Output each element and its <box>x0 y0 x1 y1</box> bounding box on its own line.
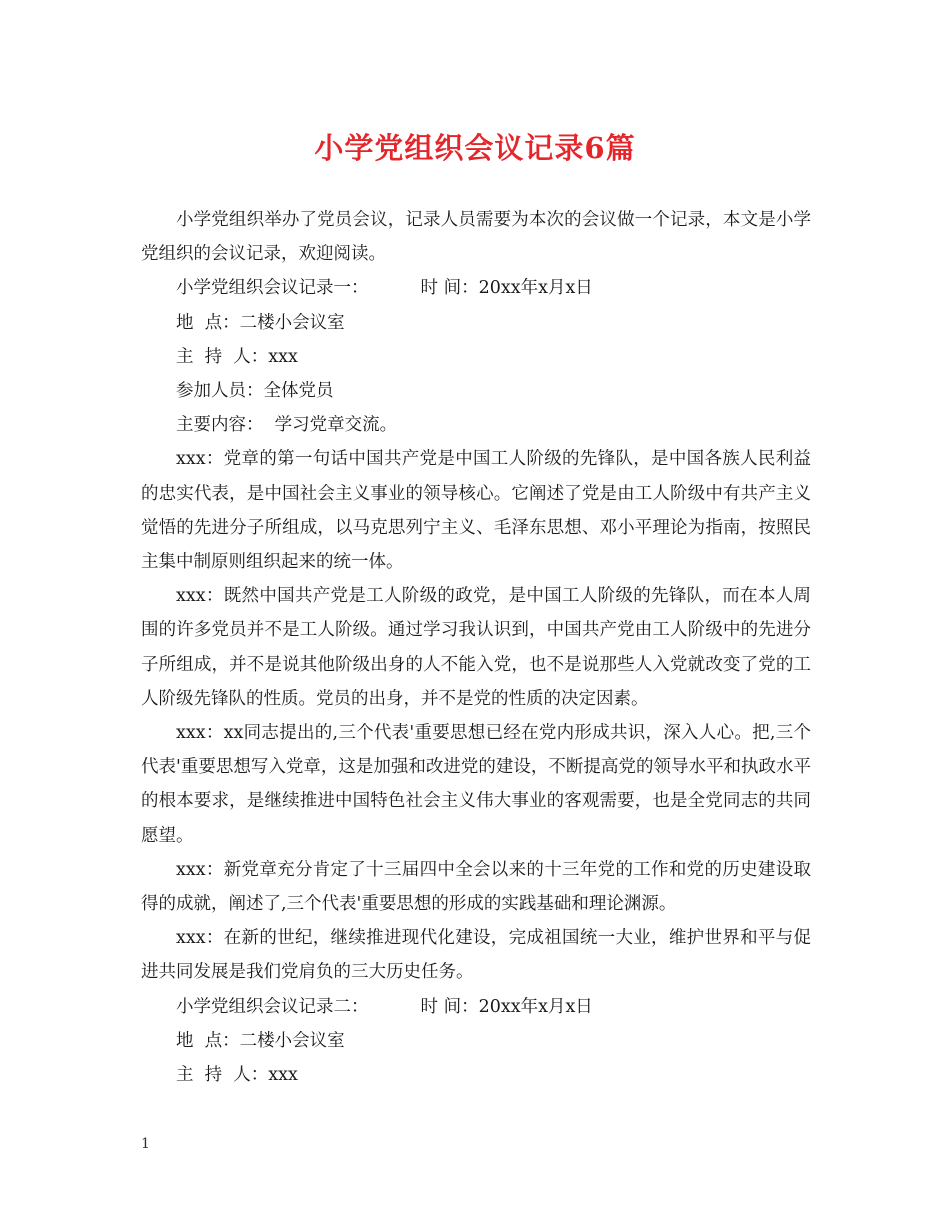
speech-paragraph: xxx：党章的第一句话中国共产党是中国工人阶级的先锋队，是中国各族人民利益的忠实代表，是中国社会主义事业的领导核心。它阐述了党是由工人阶级中有共产主义觉悟的先进分子所组成，以马克思列宁主义、毛泽东思想、邓小平理论为指南，按照民主集中制原则组织起来的统一体。 <box>141 449 811 573</box>
record-header-2 <box>141 990 811 1024</box>
record-time: 时 间：20xx年x月x日 <box>420 278 593 299</box>
intro-paragraph: 小学党组织举办了党员会议，记录人员需要为本次的会议做一个记录，本文是小学党组织的会议记录，欢迎阅读。 <box>141 210 811 265</box>
page-number: 1 <box>141 1136 150 1152</box>
meeting-location: 地 点：二楼小会议室 <box>176 312 345 333</box>
meeting-attendees: 参加人员：全体党员 <box>176 381 334 402</box>
document-body <box>141 203 811 1092</box>
speech-paragraph: xxx：既然中国共产党是工人阶级的政党，是中国工人阶级的先锋队，而在本人周围的许多党员并不是工人阶级。通过学习我认识到，中国共产党由工人阶级中的先进分子所组成，并不是说其他阶级出身的人不能入党，也不是说那些人入党就改变了党的工人阶级先锋队的性质。党员的出身，并不是党的性质的决定因素。 <box>141 586 811 709</box>
record-heading: 小学党组织会议记录二： <box>176 996 369 1017</box>
document-title: 小学党组织会议记录6篇 <box>314 131 636 165</box>
record-heading: 小学党组织会议记录一： <box>176 278 369 299</box>
meeting-location: 地 点：二楼小会议室 <box>176 1030 345 1051</box>
speech-paragraph: xxx：在新的世纪，继续推进现代化建设，完成祖国统一大业，维护世界和平与促进共同发展是我们党肩负的三大历史任务。 <box>141 928 811 983</box>
speech-paragraph: xxx：xx同志提出的,三个代表'重要思想已经在党内形成共识，深入人心。把,三个代表'重要思想写入党章，这是加强和改进党的建设，不断提高党的领导水平和执政水平的根本要求，是继续推进中国特色社会主义伟大事业的客观需要，也是全党同志的共同愿望。 <box>141 723 811 846</box>
record-time: 时 间：20xx年x月x日 <box>420 996 593 1017</box>
meeting-host: 主 持 人：xxx <box>176 1065 298 1086</box>
meeting-content: 主要内容： 学习党章交流。 <box>176 415 398 436</box>
meeting-host: 主 持 人：xxx <box>176 346 298 367</box>
speech-paragraph: xxx：新党章充分肯定了十三届四中全会以来的十三年党的工作和党的历史建设取得的成就，阐述了,三个代表'重要思想的形成的实践基础和理论渊源。 <box>141 859 811 915</box>
record-header-1 <box>141 271 811 305</box>
